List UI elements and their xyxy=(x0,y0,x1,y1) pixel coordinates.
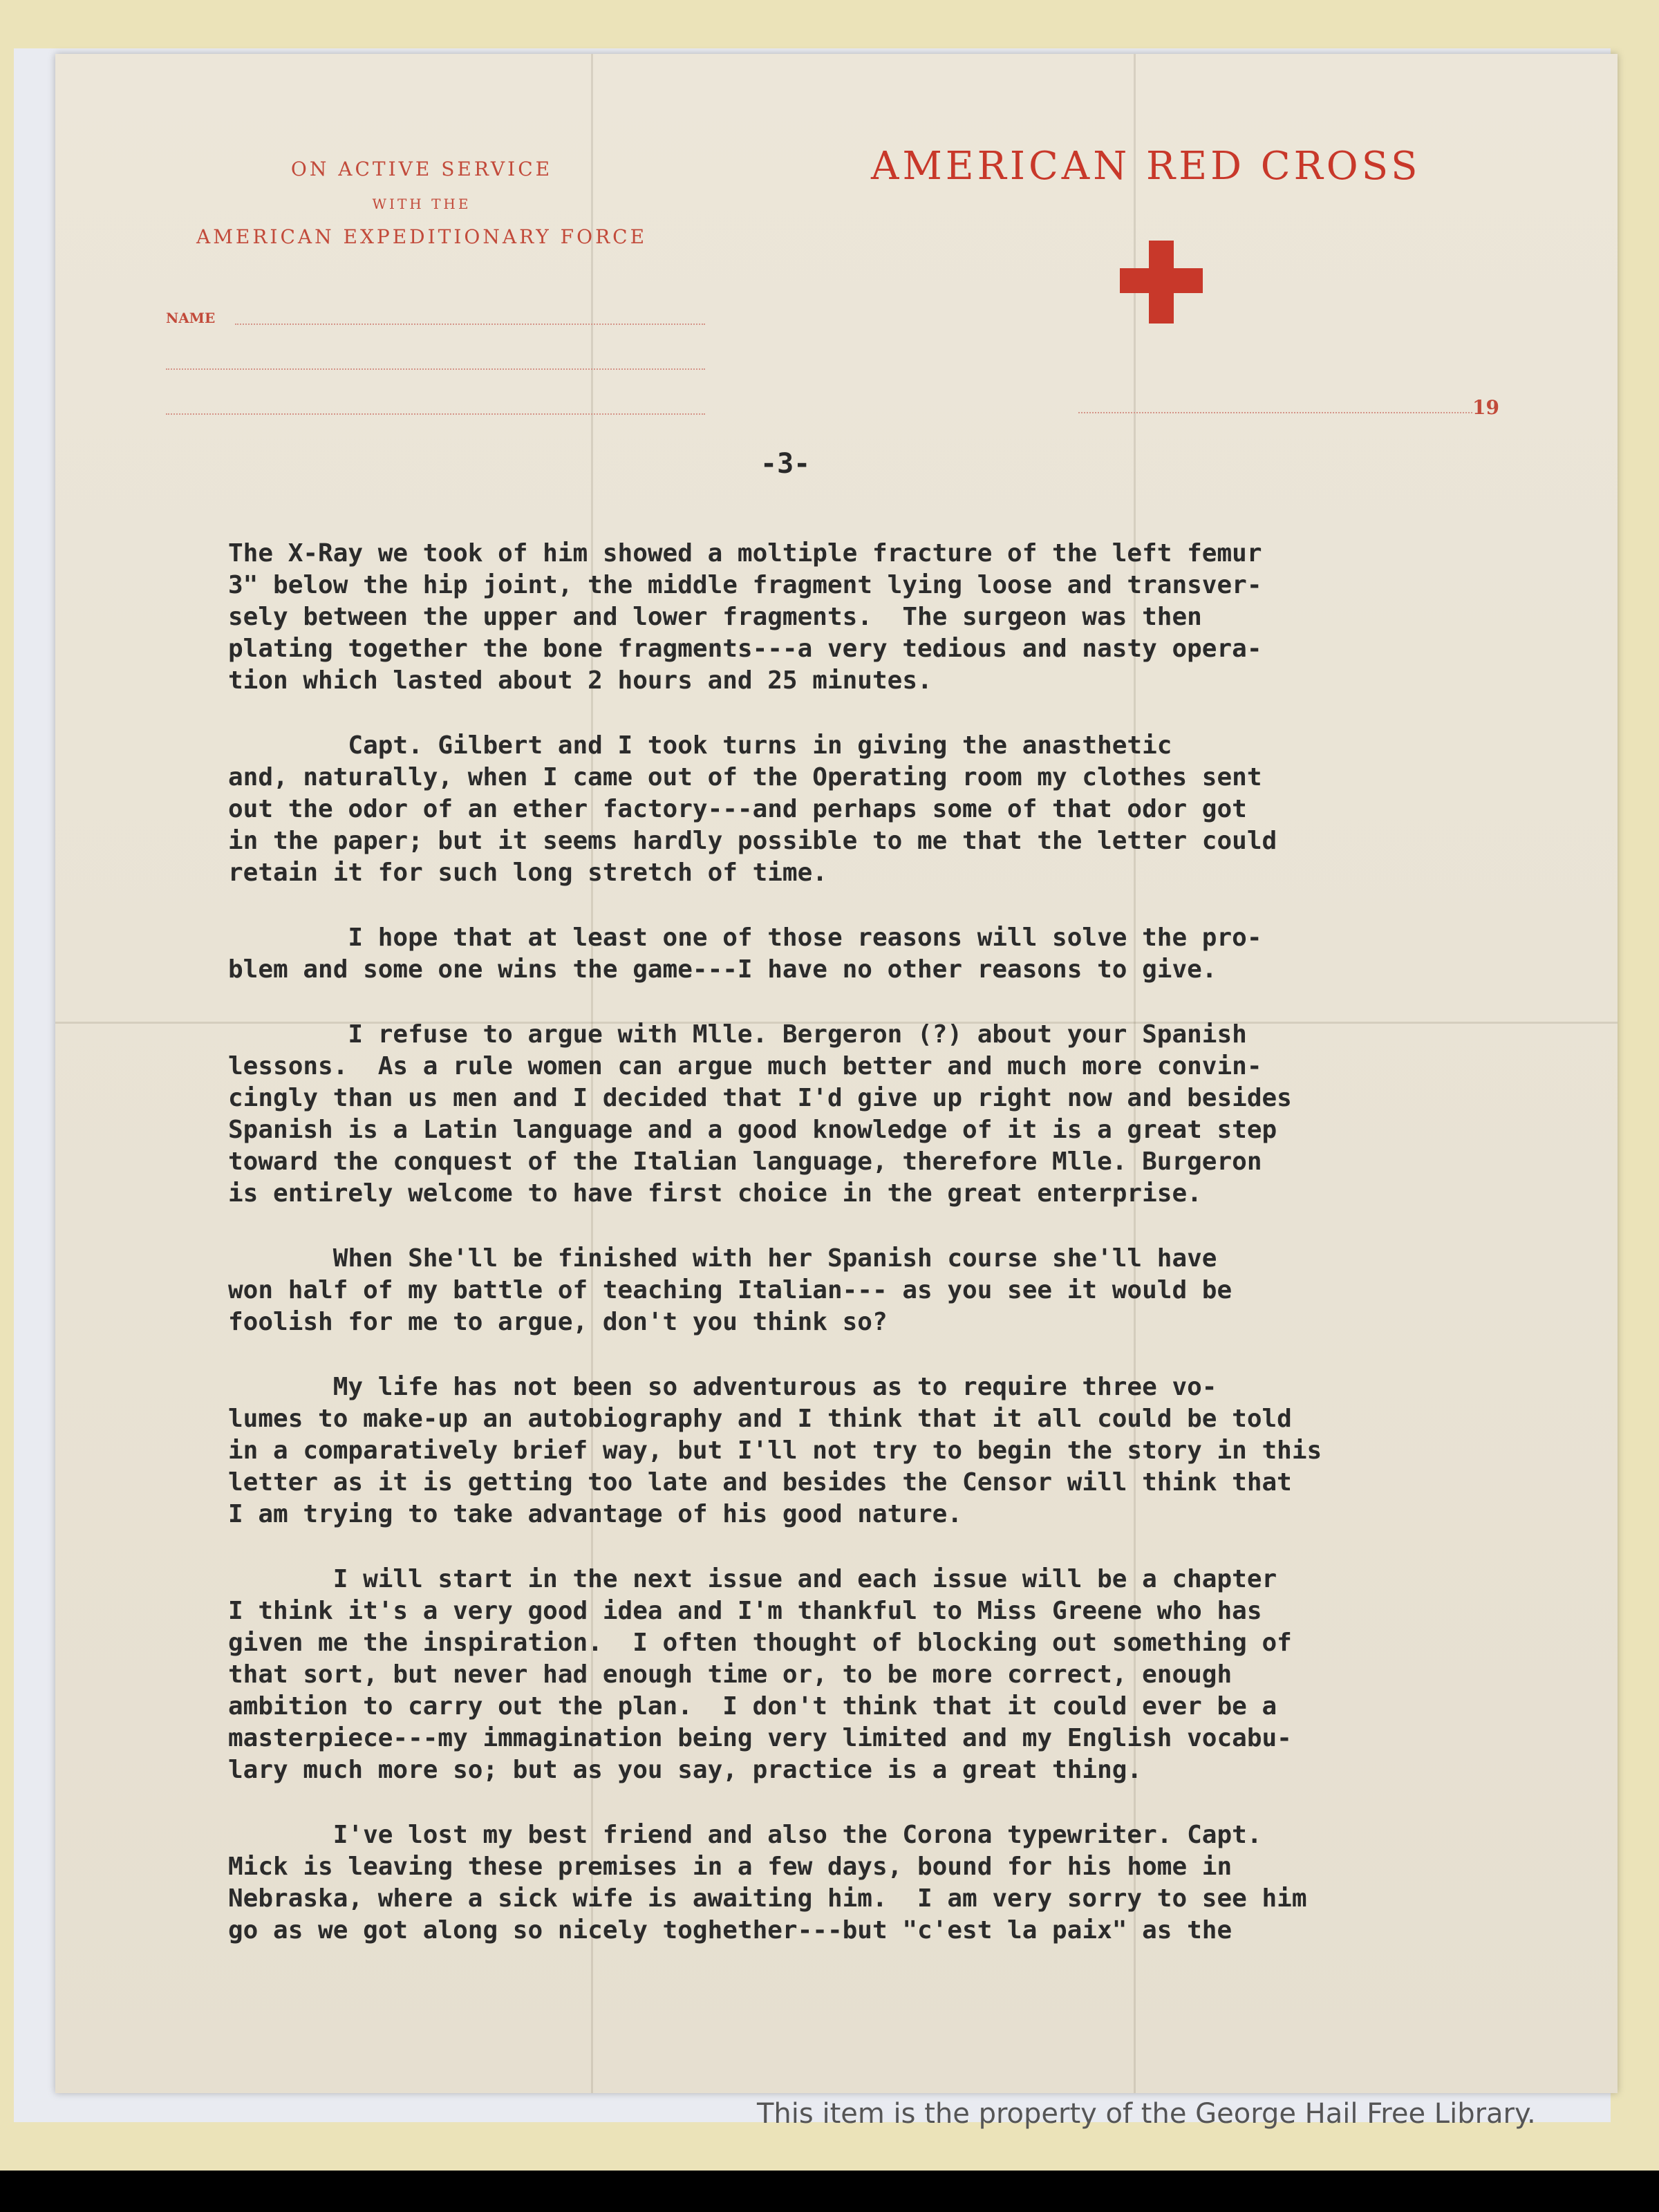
text-line: When She'll be finished with her Spanish course she'll have xyxy=(228,1244,1217,1273)
name-line xyxy=(235,324,705,325)
paragraph xyxy=(228,922,1652,986)
text-line: lumes to make-up an autobiography and I think that it all could be told xyxy=(228,1405,1292,1433)
text-line: plating together the bone fragments---a very tedious and nasty opera- xyxy=(228,635,1262,663)
bottom-bar xyxy=(0,2171,1659,2212)
letter-body xyxy=(228,538,1652,1980)
paragraph xyxy=(228,538,1652,697)
org-title: AMERICAN RED CROSS xyxy=(871,144,1421,189)
text-line: blem and some one wins the game---I have no other reasons to give. xyxy=(228,955,1217,984)
text-line: retain it for such long stretch of time. xyxy=(228,859,827,887)
text-line: I refuse to argue with Mlle. Bergeron (?) about your Spanish xyxy=(228,1020,1247,1049)
text-line: lessons. As a rule women can argue much better and much more convin- xyxy=(228,1052,1262,1080)
text-line: Capt. Gilbert and I took turns in giving the anasthetic xyxy=(228,731,1172,760)
library-watermark: This item is the property of the George Hail Free Library. xyxy=(757,2098,1536,2130)
text-line: go as we got along so nicely toghether---but "c'est la paix" as the xyxy=(228,1916,1232,1944)
service-line-1: ON ACTIVE SERVICE xyxy=(290,158,553,180)
text-line: in the paper; but it seems hardly possible to me that the letter could xyxy=(228,827,1277,855)
paragraph xyxy=(228,1819,1652,1947)
text-line: The X-Ray we took of him showed a moltiple fracture of the left femur xyxy=(228,539,1262,568)
year-label: 19 xyxy=(1472,396,1499,419)
text-line: is entirely welcome to have first choice in the great enterprise. xyxy=(228,1179,1202,1208)
text-line: masterpiece---my immagination being very limited and my English vocabu- xyxy=(228,1724,1292,1752)
text-line: and, naturally, when I came out of the Operating room my clothes sent xyxy=(228,763,1262,791)
text-line: sely between the upper and lower fragments. The surgeon was then xyxy=(228,603,1202,631)
name-label: NAME xyxy=(166,310,216,326)
paragraph xyxy=(228,1371,1652,1530)
paragraph xyxy=(228,1243,1652,1338)
text-line: in a comparatively brief way, but I'll not try to begin the story in this xyxy=(228,1436,1322,1465)
service-line-3: AMERICAN EXPEDITIONARY FORCE xyxy=(196,225,648,248)
text-line: out the odor of an ether factory---and perhaps some of that odor got xyxy=(228,795,1247,823)
text-line: given me the inspiration. I often thought of blocking out something of xyxy=(228,1629,1292,1657)
text-line: ambition to carry out the plan. I don't think that it could ever be a xyxy=(228,1692,1277,1721)
text-line: I've lost my best friend and also the Corona typewriter. Capt. xyxy=(228,1821,1262,1849)
text-line: tion which lasted about 2 hours and 25 minutes. xyxy=(228,666,932,695)
text-line: Nebraska, where a sick wife is awaiting him. I am very sorry to see him xyxy=(228,1884,1307,1913)
text-line: won half of my battle of teaching Italian--- as you see it would be xyxy=(228,1276,1232,1304)
text-line: lary much more so; but as you say, practice is a great thing. xyxy=(228,1756,1143,1784)
letter-page xyxy=(55,54,1618,2093)
text-line: 3" below the hip joint, the middle fragment lying loose and transver- xyxy=(228,571,1262,599)
text-line: toward the conquest of the Italian language, therefore Mlle. Burgeron xyxy=(228,1147,1262,1176)
name-line-2 xyxy=(166,368,705,370)
date-line xyxy=(1078,412,1472,413)
name-line-3 xyxy=(166,413,705,415)
page-number: -3- xyxy=(760,448,811,480)
text-line: I hope that at least one of those reasons will solve the pro- xyxy=(228,924,1262,952)
paragraph xyxy=(228,1564,1652,1786)
paragraph xyxy=(228,730,1652,889)
text-line: letter as it is getting too late and besides the Censor will think that xyxy=(228,1468,1292,1497)
text-line: Spanish is a Latin language and a good knowledge of it is a great step xyxy=(228,1116,1277,1144)
paragraph xyxy=(228,1019,1652,1210)
red-cross-icon xyxy=(1120,241,1203,324)
text-line: that sort, but never had enough time or, to be more correct, enough xyxy=(228,1660,1232,1689)
text-line: Mick is leaving these premises in a few days, bound for his home in xyxy=(228,1853,1232,1881)
text-line: I am trying to take advantage of his good nature. xyxy=(228,1500,963,1528)
text-line: My life has not been so adventurous as to require three vo- xyxy=(228,1373,1217,1401)
service-line-2: WITH THE xyxy=(372,196,471,212)
text-line: cingly than us men and I decided that I'd give up right now and besides xyxy=(228,1084,1292,1112)
text-line: I think it's a very good idea and I'm thankful to Miss Greene who has xyxy=(228,1597,1262,1625)
text-line: I will start in the next issue and each issue will be a chapter xyxy=(228,1565,1277,1593)
text-line: foolish for me to argue, don't you think so? xyxy=(228,1308,888,1336)
